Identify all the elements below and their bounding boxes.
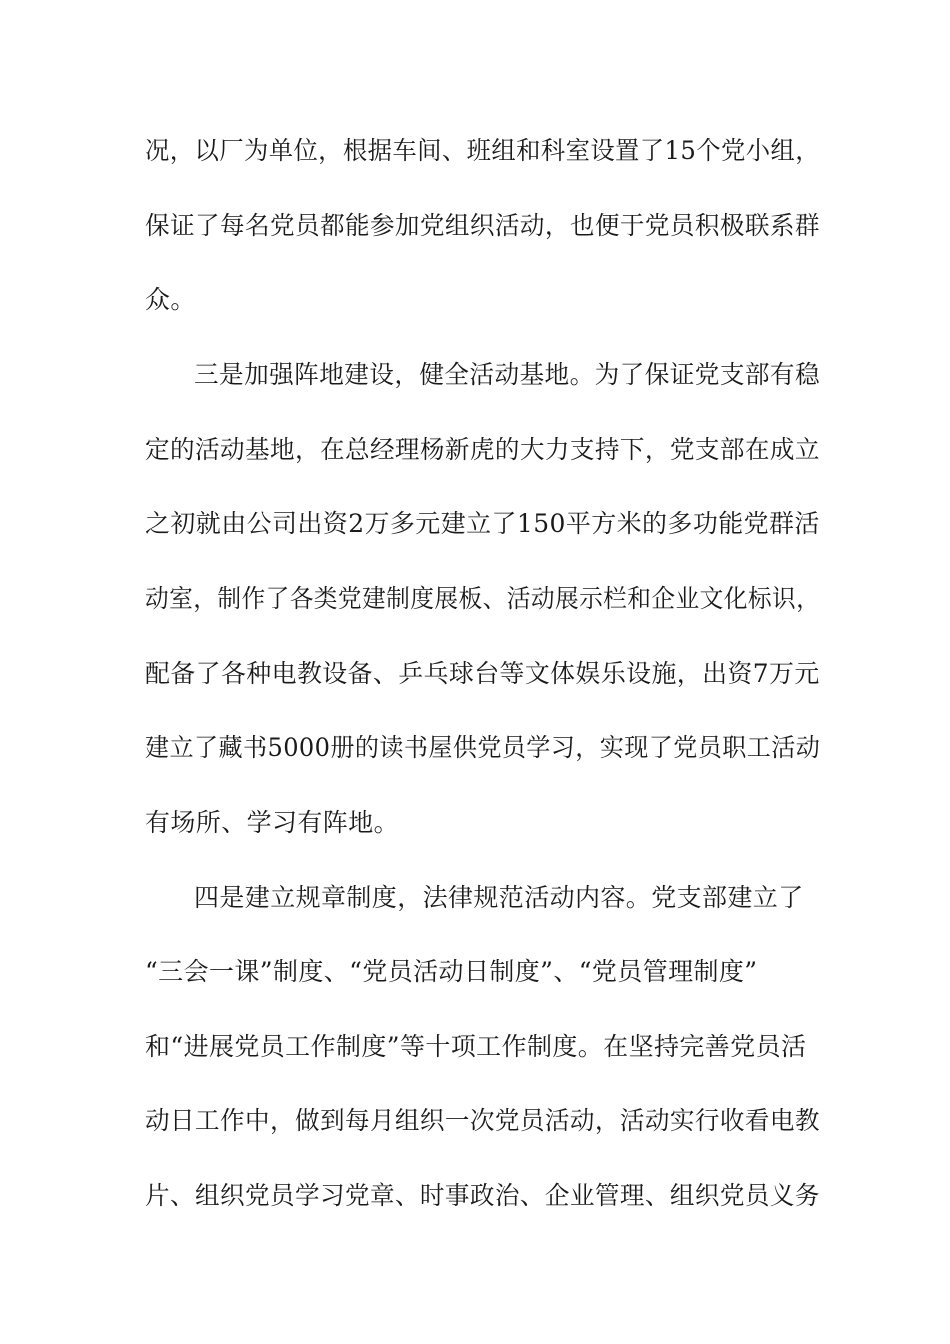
text-line: 况，以厂为单位，根据车间、班组和科室设置了15个党小组， (145, 136, 820, 165)
text-line: 之初就由公司出资2万多元建立了150平方米的多功能党群活 (145, 509, 820, 538)
text-line: 众。 (145, 285, 196, 314)
text-line: 片、组织党员学习党章、时事政治、企业管理、组织党员义务 (145, 1181, 820, 1210)
text-line: 有场所、学习有阵地。 (145, 808, 400, 837)
text-line: 建立了藏书5000册的读书屋供党员学习，实现了党员职工活动 (145, 733, 821, 762)
text-line: 保证了每名党员都能参加党组织活动，也便于党员积极联系群 (145, 211, 820, 240)
text-line: 动日工作中，做到每月组织一次党员活动，活动实行收看电教 (145, 1106, 820, 1135)
text-line: 和“进展党员工作制度”等十项工作制度。在坚持完善党员活 (145, 1032, 807, 1061)
text-line: “三会一课”制度、“党员活动日制度”、“党员管理制度” (145, 957, 758, 986)
text-line: 动室，制作了各类党建制度展板、活动展示栏和企业文化标识， (145, 584, 821, 613)
text-line: 配备了各种电教设备、乒乓球台等文体娱乐设施，出资7万元 (145, 659, 820, 688)
paragraph-start-line: 四是建立规章制度，法律规范活动内容。党支部建立了 (194, 883, 804, 912)
paragraph-start-line: 三是加强阵地建设，健全活动基地。为了保证党支部有稳 (194, 360, 820, 389)
text-line: 定的活动基地，在总经理杨新虎的大力支持下，党支部在成立 (145, 435, 820, 464)
